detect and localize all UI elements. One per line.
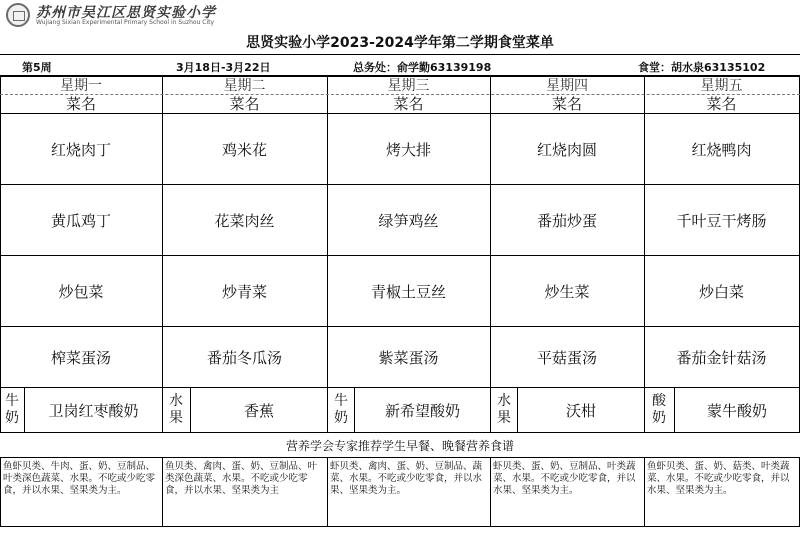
school-name-cn: 苏州市吴江区思贤实验小学 (36, 5, 216, 21)
col-header-thu: 菜名 (551, 95, 582, 113)
day-name-mon: 星期一 (60, 78, 102, 94)
dish-mon-4: 榨菜蛋汤 (50, 348, 111, 367)
col-header-mon: 菜名 (65, 95, 96, 113)
nutrition-thu: 虾贝类、蛋、奶、豆制品、叶类蔬菜、水果。不吃或少吃零食，并以水果、坚果类为主。 (493, 461, 636, 496)
nutrition-wed: 虾贝类、禽肉、蛋、奶、豆制品、蔬菜、水果。不吃或少吃零食，并以水果、坚果类为主。 (330, 461, 483, 496)
dish-wed-1: 烤大排 (385, 140, 431, 159)
day-name-tue: 星期二 (223, 78, 266, 94)
extra-item-fri: 蒙牛酸奶 (706, 401, 767, 420)
dish-thu-3: 炒生菜 (544, 282, 590, 301)
extra-label-mon: 牛奶 (5, 393, 19, 426)
school-name-en: Wujiang Sixian Experimental Primary School in Suzhou City (36, 19, 215, 26)
header (0, 0, 800, 32)
dish-fri-3: 炒白菜 (698, 282, 744, 301)
dish-fri-1: 红烧鸭肉 (691, 140, 752, 159)
dish-tue-3: 炒青菜 (221, 282, 267, 301)
week-label: 第5周 (22, 61, 52, 74)
dish-fri-4: 番茄金针菇汤 (676, 348, 767, 367)
day-name-wed: 星期三 (387, 78, 430, 94)
nutrition-fri: 鱼虾贝类、蛋、奶、菇类、叶类蔬菜、水果。不吃或少吃零食，并以水果、坚果类为主。 (647, 461, 790, 496)
dish-thu-1: 红烧肉圆 (536, 140, 597, 159)
day-name-fri: 星期五 (700, 78, 743, 94)
nutrition-tue: 鱼贝类、禽肉、蛋、奶、豆制品、叶类深色蔬菜、水果。不吃或少吃零食，并以水果、坚果类为主 (165, 461, 318, 496)
date-range: 3月18日-3月22日 (176, 61, 271, 74)
dish-tue-1: 鸡米花 (221, 140, 267, 159)
col-header-wed: 菜名 (393, 95, 424, 113)
dish-thu-2: 番茄炒蛋 (536, 211, 597, 230)
dish-mon-3: 炒包菜 (58, 282, 104, 301)
extra-label-wed: 牛奶 (334, 393, 348, 426)
dish-wed-4: 紫菜蛋汤 (378, 348, 439, 367)
menu-grid (0, 77, 800, 527)
extra-label-tue: 水果 (169, 393, 183, 426)
menu-title: 思贤实验小学2023-2024学年第二学期食堂菜单 (246, 35, 554, 51)
nutrition-mon: 鱼虾贝类、牛肉、蛋、奶、豆制品、叶类深色蔬菜、水果。不吃或少吃零食，并以水果、坚果类为主。 (3, 461, 156, 496)
col-header-fri: 菜名 (706, 95, 737, 113)
dish-tue-4: 番茄冬瓜汤 (206, 348, 282, 367)
school-logo-icon (6, 3, 30, 27)
dish-thu-4: 平菇蛋汤 (536, 348, 597, 367)
dish-mon-1: 红烧肉丁 (50, 140, 111, 159)
dish-mon-2: 黄瓜鸡丁 (50, 211, 111, 230)
extra-label-thu: 水果 (497, 393, 511, 426)
extra-item-mon: 卫岗红枣酸奶 (48, 401, 139, 420)
dish-wed-2: 绿笋鸡丝 (378, 211, 439, 230)
extra-item-tue: 香蕉 (243, 401, 274, 420)
nutrition-title: 营养学会专家推荐学生早餐、晚餐营养食谱 (0, 432, 800, 458)
info-bar (0, 54, 800, 77)
canteen-contact: 食堂：胡水泉63135102 (638, 61, 766, 74)
manager-contact: 总务处：俞学勤63139198 (353, 61, 492, 74)
extra-item-thu: 沃柑 (565, 401, 596, 420)
day-name-thu: 星期四 (546, 78, 588, 94)
extra-label-fri: 酸奶 (652, 393, 666, 426)
dish-tue-2: 花菜肉丝 (214, 211, 275, 230)
dish-wed-3: 青椒土豆丝 (370, 282, 446, 301)
extra-item-wed: 新希望酸奶 (384, 401, 460, 420)
col-header-tue: 菜名 (229, 95, 260, 113)
dish-fri-2: 千叶豆干烤肠 (676, 211, 767, 230)
